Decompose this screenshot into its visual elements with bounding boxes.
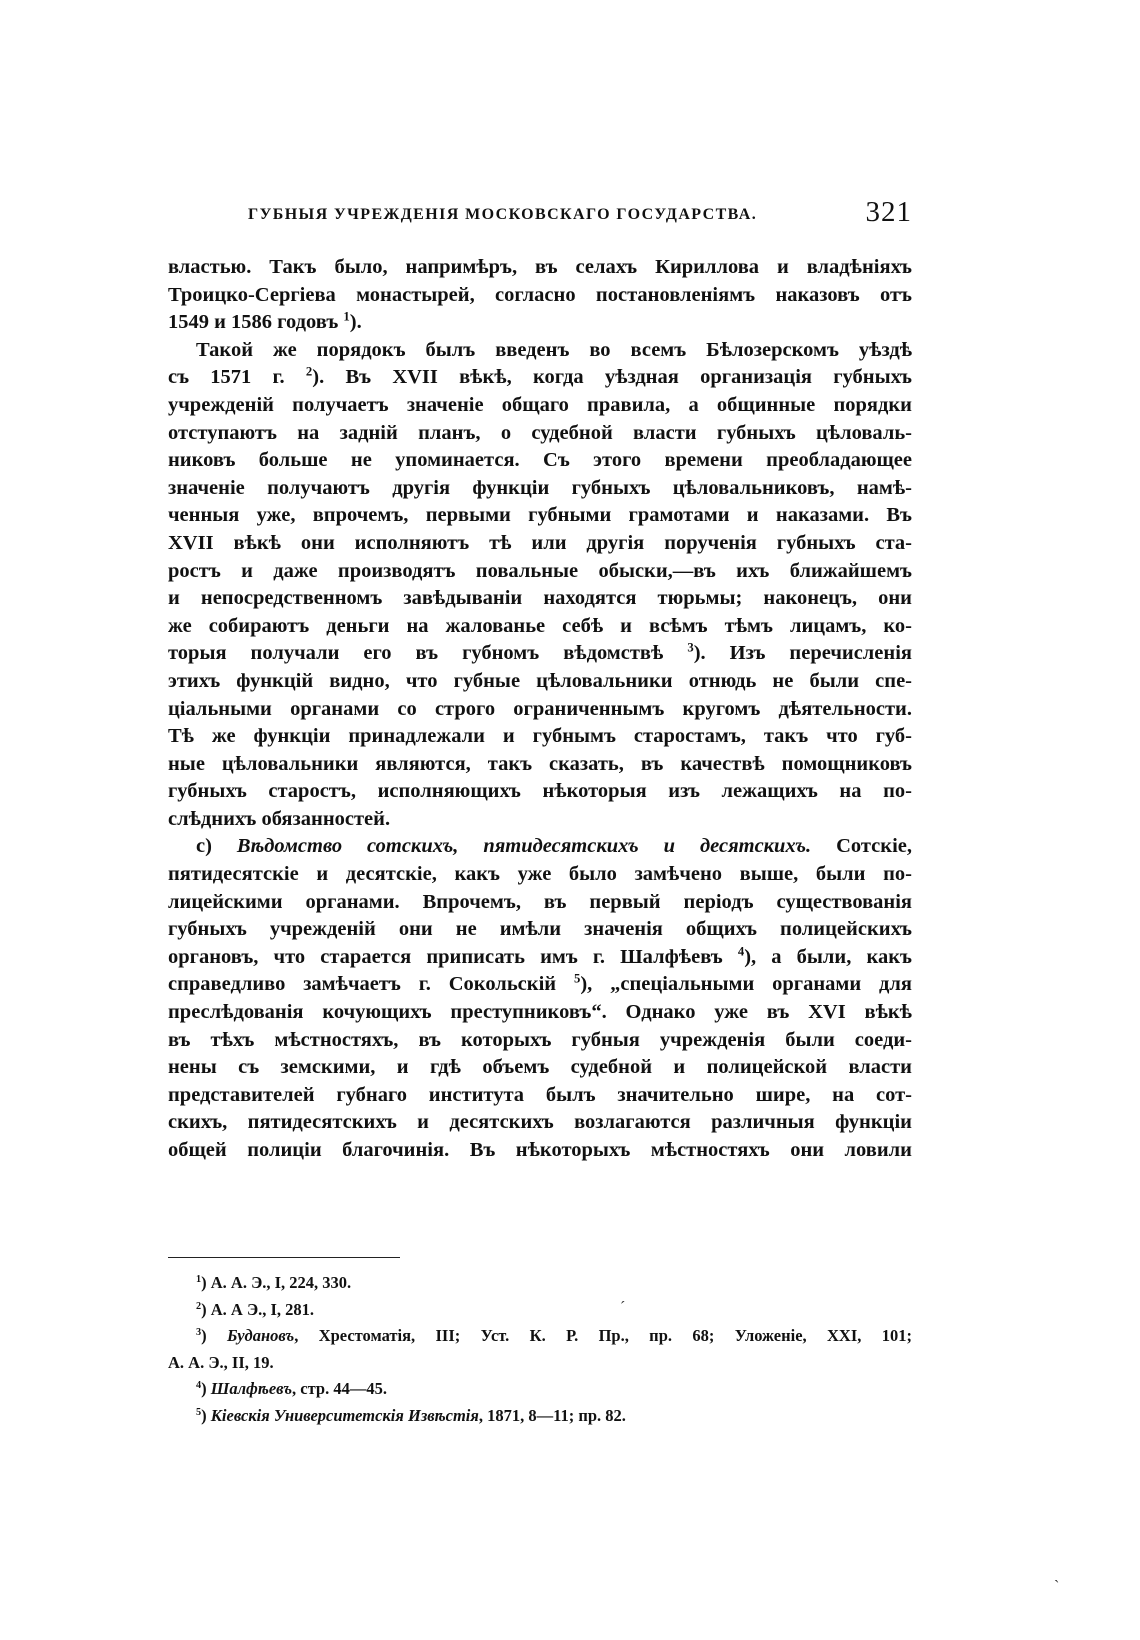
text-span: справедливо замѣчаетъ г. Сокольскій <box>168 973 557 996</box>
footnote-ref: 1 <box>343 309 350 324</box>
footnote-4: $^4$) Шалфѣевъ, стр. 44—45. <box>196 1379 387 1398</box>
text-line <box>168 971 912 999</box>
footnote-3: $^3$) Будановъ, Хрестоматія, III; Уст. К. Р. Пр., пр. 68; Уложеніе, XXI, 101; <box>196 1326 912 1345</box>
text-line: Троицко-Сергіева монастырей, согласно постановленіямъ наказовъ отъ <box>168 283 912 306</box>
text-span: Сотскіе, <box>836 835 912 858</box>
text-line: губныхъ старостъ, исполняющихъ нѣкоторыя изъ лежащихъ на по- <box>168 780 912 803</box>
text-line: представителей губнаго института былъ значительно шире, на сот- <box>168 1083 912 1106</box>
text-line: ные цѣловальники являются, такъ сказать, въ качествѣ помощниковъ <box>168 752 912 775</box>
running-header <box>168 196 912 236</box>
footnote-mark: 5 <box>196 1406 202 1418</box>
text-line: преслѣдованія кочующихъ преступниковъ“. Однако уже въ XVI вѣкѣ <box>168 1001 912 1024</box>
footnote-author: Будановъ <box>226 1326 295 1345</box>
footnote-ref: 5 <box>573 971 581 986</box>
text-line <box>168 364 912 392</box>
footnote-3-continued: А. А. Э., II, 19. <box>168 1352 274 1372</box>
footnote-mark: 1 <box>196 1273 202 1285</box>
text-line: губныхъ учрежденій они не имѣли значенія общихъ полицейскихъ <box>168 918 912 941</box>
running-title: ГУБНЫЯ УЧРЕЖДЕНІЯ МОСКОВСКАГО ГОСУДАРСТВА. <box>248 206 758 223</box>
text-span: ), а были, какъ <box>744 945 912 968</box>
text-span: c) <box>196 835 212 858</box>
print-speck-mark: ˏ <box>1054 1566 1060 1583</box>
text-line: Такой же порядокъ былъ введенъ во всемъ Бѣлозерскомъ уѣздѣ <box>196 338 912 361</box>
text-line: никовъ больше не упоминается. Съ этого времени преобладающее <box>168 449 912 472</box>
text-line: XVII вѣкѣ они исполняютъ тѣ или другія порученія губныхъ ста- <box>168 531 912 554</box>
footnote-ref: 3 <box>687 640 694 655</box>
footnote-text: А. А. Э., I, 224, 330. <box>210 1273 352 1292</box>
print-speck-mark: ˊ <box>620 1299 626 1316</box>
text-line <box>168 640 912 668</box>
footnote-2: $^2$) А. А Э., I, 281. <box>196 1299 315 1319</box>
text-line: пятидесятскіе и десятскіе, какъ уже было замѣчено выше, были по- <box>168 863 912 886</box>
text-span: ), „спеціальными органами для <box>580 973 912 996</box>
text-line: отступаютъ на задній планъ, о судебной власти губныхъ цѣловаль- <box>168 421 912 444</box>
text-line: ростъ и даже производятъ повальные обыски,—въ ихъ ближайшемъ <box>168 559 912 582</box>
text-line: лицейскими органами. Впрочемъ, въ первый періодъ существованія <box>168 890 912 913</box>
text-line: этихъ функцій видно, что губные цѣловальники отнюдь не были спе- <box>168 669 912 692</box>
footnote-mark: 4 <box>196 1379 202 1391</box>
footnote-1: $^1$) А. А. Э., I, 224, 330. <box>196 1273 352 1292</box>
main-text <box>168 254 912 1165</box>
text-line: же собираютъ деньги на жалованье себѣ и всѣмъ тѣмъ лицамъ, ко- <box>168 614 912 637</box>
footnote-text: , Хрестоматія, III; Уст. К. Р. Пр., пр. 68; Уложеніе, XXI, 101; <box>294 1326 912 1345</box>
text-line: ціальными органами со строго ограниченнымъ кругомъ дѣятельности. <box>168 697 912 720</box>
text-span: ). Изъ перечисленія <box>693 642 912 665</box>
text-line: скихъ, пятидесятскихъ и десятскихъ возлагаются различныя функціи <box>168 1111 912 1134</box>
text-line: Тѣ же функціи принадлежали и губнымъ старостамъ, такъ что губ- <box>168 725 912 748</box>
text-span: ). Въ XVII вѣкѣ, когда уѣздная организація губныхъ <box>312 366 912 389</box>
footnote-mark: 2 <box>196 1300 202 1312</box>
text-line: въ тѣхъ мѣстностяхъ, въ которыхъ губныя учрежденія были соеди- <box>168 1028 912 1051</box>
text-line <box>168 833 912 861</box>
section-heading: Вѣдомство сотскихъ, пятидесятскихъ и десятскихъ. <box>236 835 812 858</box>
page-number: 321 <box>865 196 912 228</box>
text-line <box>168 944 912 972</box>
footnote-author: Шалфѣевъ <box>210 1379 293 1398</box>
footnote-source-title: Кіевскія Университетскія Извѣстія <box>210 1405 479 1425</box>
text-line <box>168 309 912 337</box>
footnote-mark: 3 <box>196 1326 202 1338</box>
text-span: съ 1571 г. <box>168 366 285 389</box>
text-line: и непосредственномъ завѣдываніи находятся тюрьмы; наконецъ, они <box>168 587 912 610</box>
text-span: 1549 и 1586 годовъ <box>168 311 339 334</box>
text-span: органовъ, что старается приписать имъ г. Шалфѣевъ <box>168 945 723 968</box>
footnotes <box>168 1270 912 1429</box>
text-line: слѣднихъ обязанностей. <box>168 807 391 830</box>
footnote-divider <box>168 1257 400 1258</box>
text-line: учрежденій получаетъ значеніе общаго правила, а общинные порядки <box>168 393 912 416</box>
footnote-text: , 1871, 8—11; пр. 82. <box>478 1405 626 1425</box>
footnote-text: А. А Э., I, 281. <box>210 1299 315 1319</box>
footnote-ref: 2 <box>305 364 313 379</box>
text-line: властью. Такъ было, напримѣръ, въ селахъ Кириллова и владѣніяхъ <box>168 256 912 278</box>
text-line: общей полиціи благочинія. Въ нѣкоторыхъ мѣстностяхъ они ловили <box>168 1139 912 1161</box>
footnote-ref: 4 <box>737 944 745 959</box>
text-span: торыя получали его въ губномъ вѣдомствѣ <box>168 642 664 665</box>
text-span: ). <box>349 311 362 334</box>
text-line: значеніе получаютъ другія функціи губныхъ цѣловальниковъ, намѣ- <box>168 476 912 499</box>
footnote-text: , стр. 44—45. <box>292 1379 387 1398</box>
text-line: ченныя уже, впрочемъ, первыми губными грамотами и наказами. Въ <box>168 504 912 527</box>
text-line: нены съ земскими, и гдѣ объемъ судебной и полицейской власти <box>168 1056 912 1079</box>
footnote-5: $^5$) Кіевскія Университетскія Извѣстія, 1871, 8—11; пр. 82. <box>196 1405 626 1425</box>
